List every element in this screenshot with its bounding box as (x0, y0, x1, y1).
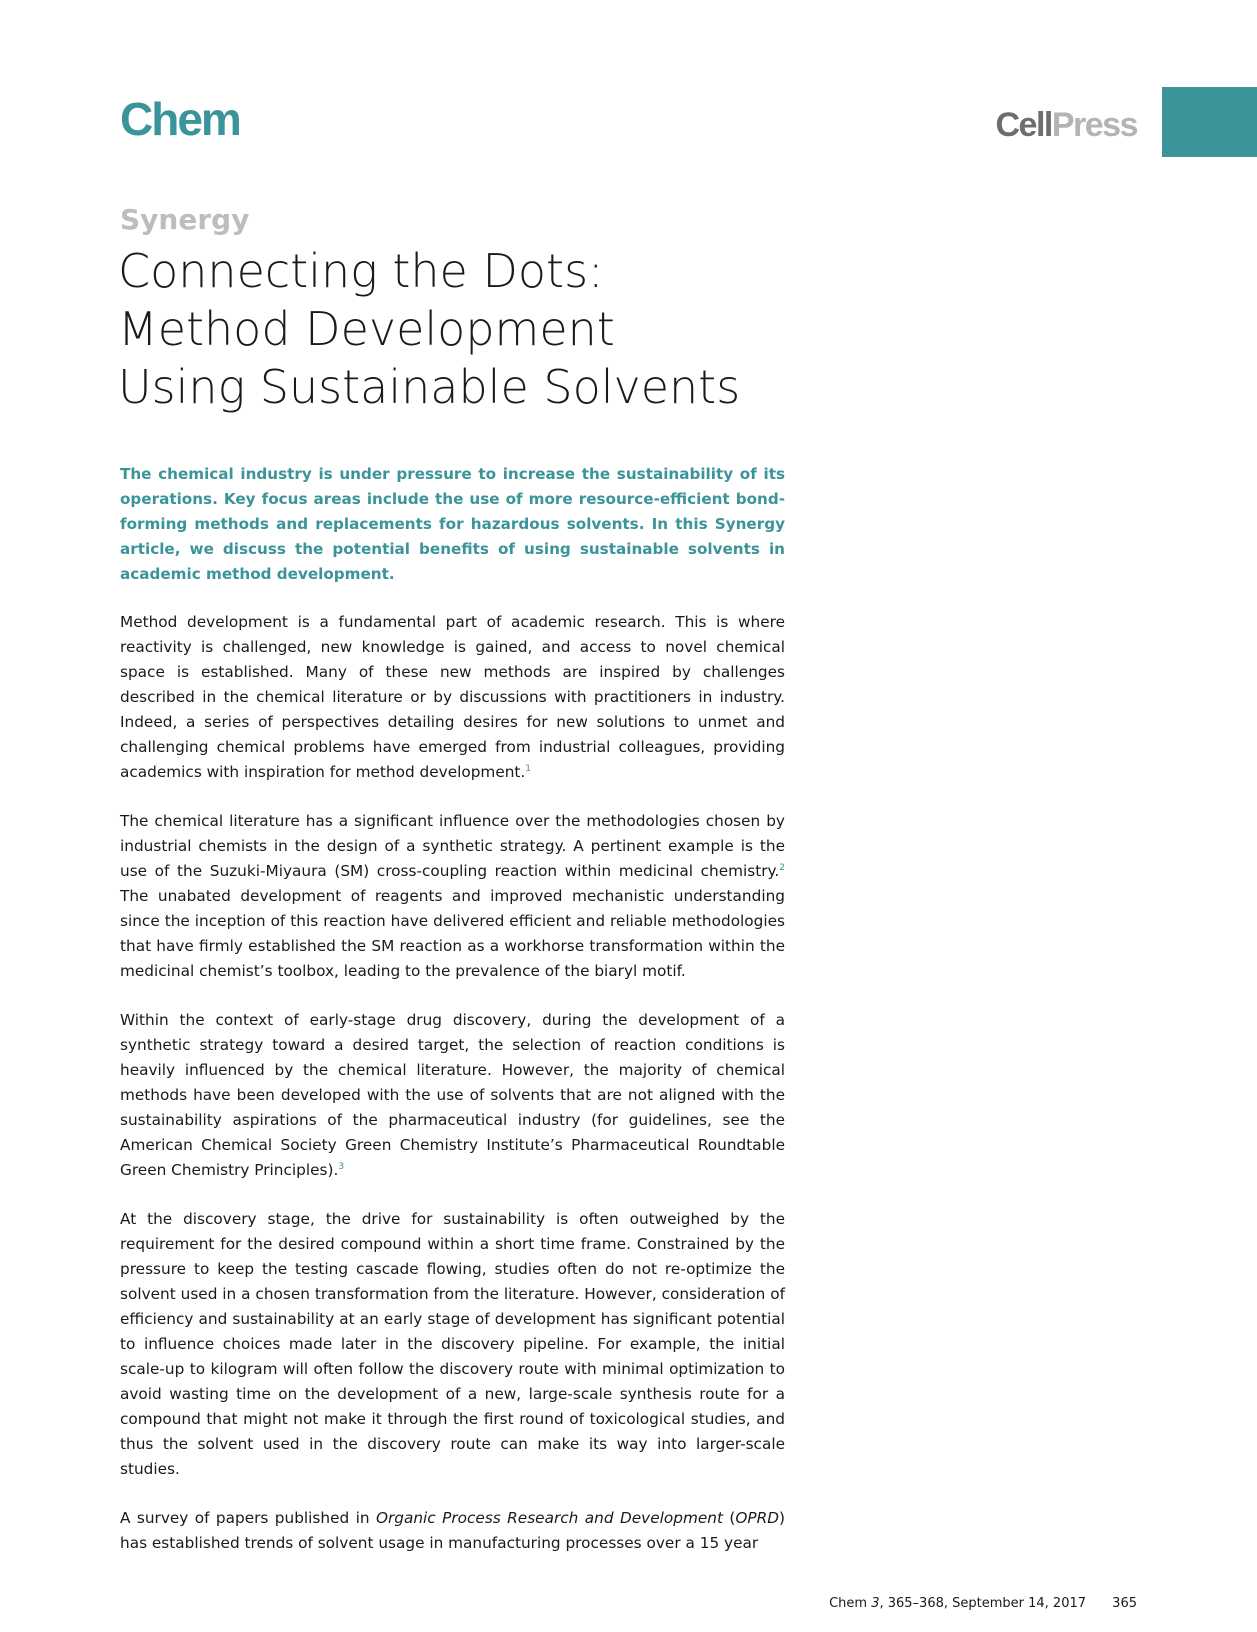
paragraph-text: Method development is a fundamental part of academic research. This is where reactivity is challenged, new knowledge is gained, and access to novel chemical space is established. Many of these new methods are inspired by challenges described in the chemical literature or by discussions with practitioners in industry. Indeed, a series of perspectives detailing desires for new solutions to unmet and challenging chemical problems have emerged from industrial colleagues, providing academics with inspiration for method development. (120, 613, 785, 781)
body-paragraph (120, 1008, 785, 1183)
section-color-tab (1162, 87, 1257, 157)
title-line: Connecting the Dots: (118, 244, 604, 298)
footer-citation: , 365–368, September 14, 2017 (879, 1596, 1087, 1611)
page-footer (829, 1596, 1137, 1611)
paragraph-text: ( (722, 1509, 736, 1527)
footer-volume: 3 (871, 1596, 880, 1611)
citation-link[interactable]: 1 (525, 763, 532, 774)
publisher-logo-cell: Cell (995, 106, 1052, 144)
paragraph-text: The chemical literature has a significant influence over the methodologies chosen by industrial chemists in the design of a synthetic strategy. A pertinent example is the use of the Suzuki-Miyaura (SM) cross-coupling reaction within medicinal chemistry. (120, 812, 785, 880)
journal-name-italic: Organic Process Research and Development (375, 1509, 723, 1527)
journal-logo: Chem (120, 93, 240, 145)
journal-abbrev-italic: OPRD (735, 1509, 780, 1527)
title-line: Using Sustainable Solvents (118, 360, 741, 414)
body-paragraph (120, 1506, 785, 1556)
article-title (118, 242, 838, 416)
paragraph-text: A survey of papers published in (120, 1509, 376, 1527)
body-paragraph (120, 1207, 785, 1482)
title-line: Method Development (118, 302, 615, 356)
section-label: Synergy (120, 203, 250, 236)
footer-journal: Chem (829, 1596, 868, 1611)
paragraph-text: ) has established trends of solvent usage in manufacturing processes over a 15 year (120, 1509, 785, 1552)
abstract: The chemical industry is under pressure to increase the sustainability of its operations. Key focus areas include the use of more resource-efficient bond-forming methods and replacements for hazardous solvents. In this Synergy article, we discuss the potential benefits of using sustainable solvents in academic method development. (120, 465, 785, 583)
article-body (120, 610, 785, 1580)
paragraph-text: Within the context of early-stage drug discovery, during the development of a synthetic strategy toward a desired target, the selection of reaction conditions is heavily influenced by the chemical literature. However, the majority of chemical methods have been developed with the use of solvents that are not aligned with the sustainability aspirations of the pharmaceutical industry (for guidelines, see the American Chemical Society Green Chemistry Institute’s Pharmaceutical Roundtable Green Chemistry Principles). (120, 1011, 785, 1179)
paragraph-text: At the discovery stage, the drive for sustainability is often outweighed by the requirement for the desired compound within a short time frame. Constrained by the pressure to keep the testing cascade flowing, studies often do not re-optimize the solvent used in a chosen transformation from the literature. However, consideration of efficiency and sustainability at an early stage of development has significant potential to influence choices made later in the discovery pipeline. For example, the initial scale-up to kilogram will often follow the discovery route with minimal optimization to avoid wasting time on the development of a new, large-scale synthesis route for a compound that might not make it through the first round of toxicological studies, and thus the solvent used in the discovery route can make its way into larger-scale studies. (120, 1210, 785, 1478)
page-number: 365 (1112, 1596, 1137, 1611)
citation-link[interactable]: 2 (779, 862, 785, 873)
publisher-logo (996, 108, 1138, 142)
publisher-logo-press: Press (1051, 106, 1137, 144)
citation-link[interactable]: 3 (338, 1161, 345, 1172)
body-paragraph (120, 809, 785, 984)
body-paragraph (120, 610, 785, 785)
paragraph-text: The unabated development of reagents and improved mechanistic understanding since the inception of this reaction have delivered efficient and reliable methodologies that have firmly established the SM reaction as a workhorse transformation within the medicinal chemist’s toolbox, leading to the prevalence of the biaryl motif. (120, 887, 785, 980)
